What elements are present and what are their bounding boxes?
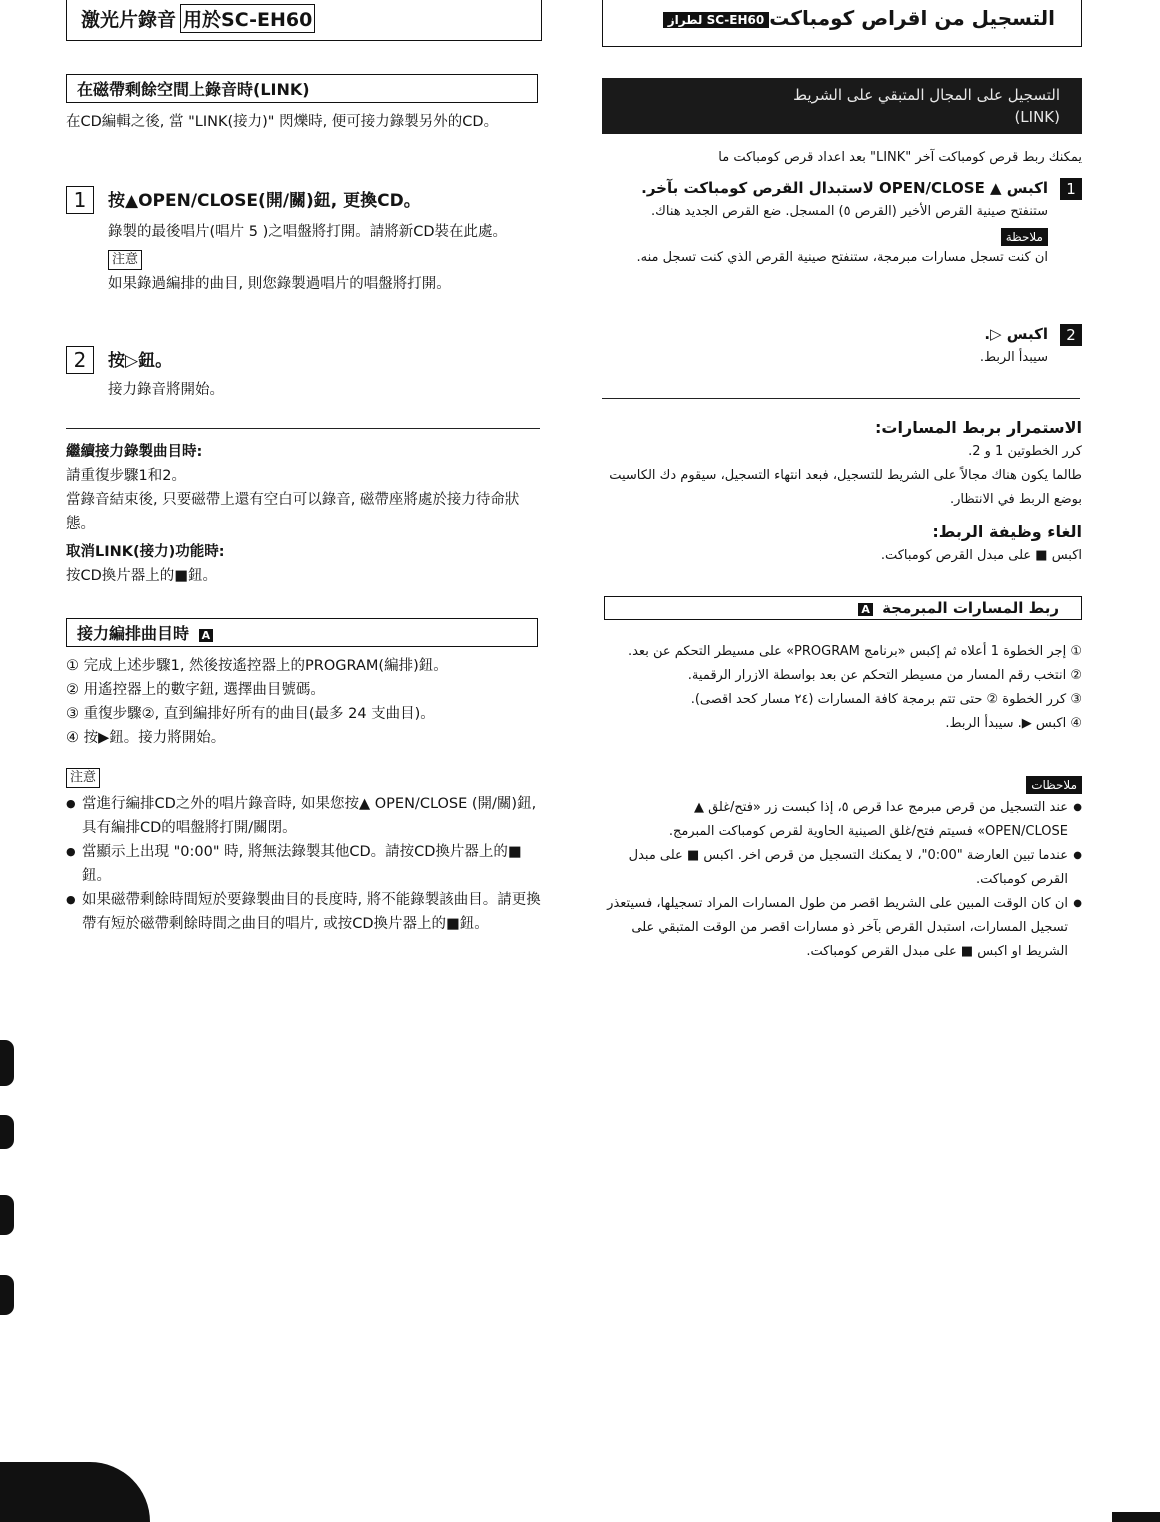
continue-title: الاستمرار بربط المسارات: — [875, 418, 1082, 437]
link-section-title: 在磁帶剩餘空間上錄音時(LINK) — [66, 74, 538, 103]
continue-title: 繼續接力錄製曲目時: — [66, 444, 203, 460]
link-intro: 在CD編輯之後, 當 "LINK(接力)" 閃爍時, 便可接力錄製另外的CD。 — [66, 114, 499, 130]
note-row — [108, 248, 542, 270]
link-section-banner — [602, 78, 1082, 134]
link-intro: يمكنك ربط قرص كومباكت آخر "LINK" بعد اعداد قرص كومباكت ما — [718, 150, 1082, 165]
note-item: ● عند التسجيل من قرص مبرمج عدا قرص ٥، إذا كبست زر «فتح/غلق ▲ OPEN/CLOSE» فسيتم فتح/غلق الصينية الحاوية لقرص كومباكت المبرمج. — [602, 796, 1082, 844]
model-badge: SC-EH60 لطراز — [663, 12, 770, 28]
program-step: ① إجر الخطوة 1 أعلاه ثم إكبس «برنامج PROGRAM» على مسيطر التحكم عن بعد. — [627, 644, 1082, 659]
banner-line-1: التسجيل على المجال المتبقي على الشريط — [793, 86, 1060, 104]
program-steps — [66, 654, 542, 750]
step-body: 錄製的最後唱片(唱片 5 )之唱盤將打開。請將新CD裝在此處。 — [108, 224, 508, 240]
program-step: ② 用遙控器上的數字鈕, 選擇曲目號碼。 — [66, 682, 325, 698]
note-item: ● 當進行編排CD之外的唱片錄音時, 如果您按▲ OPEN/CLOSE (開/關)鈕, 具有編排CD的唱盤將打開/關閉。 — [66, 792, 542, 840]
note-item: ● 如果磁帶剩餘時間短於要錄製曲目的長度時, 將不能錄製該曲目。請更換帶有短於磁帶剩餘時間之曲目的唱片, 或按CD換片器上的■鈕。 — [66, 888, 542, 936]
cancel-title: 取消LINK(接力)功能時: — [66, 544, 225, 560]
step-title: اكبس ▷. — [984, 325, 1048, 343]
note-label: ملاحظة — [1001, 228, 1048, 246]
step-note: ان كنت تسجل مسارات مبرمجة، ستنفتح صينية القرص الذي كنت تسجل منه. — [636, 250, 1048, 265]
program-step: ③ كرر الخطوة ② حتى تتم برمجة كافة المسارات (٢٤ مسار كحد اقصى). — [690, 692, 1082, 707]
step-title: 按▷鈕。 — [108, 351, 173, 371]
program-step: ④ 按▶鈕。接力將開始。 — [66, 730, 226, 746]
program-section-title: ربط المسارات المبرمجة A — [604, 596, 1082, 620]
step-number: 2 — [66, 346, 94, 374]
step-body: سيبدأ الربط. — [979, 350, 1048, 365]
program-step: ③ 重復步驟②, 直到編排好所有的曲目(最多 24 支曲目)。 — [66, 706, 435, 722]
binding-mark — [0, 1195, 14, 1235]
continue-block — [66, 440, 542, 588]
page-header-box — [66, 0, 542, 41]
binding-mark — [0, 1275, 14, 1315]
note-item: ● عندما تبين العارضة "0:00"، لا يمكنك التسجيل من قرص اخر. اكبس ■ على مبدل القرص كومباكت. — [602, 844, 1082, 892]
step-body: ستنفتح صينية القرص الأخير (القرص ٥) المسجل. ضع القرص الجديد هناك. — [651, 204, 1048, 219]
step-note: 如果錄過編排的曲目, 則您錄製過唱片的唱盤將打開。 — [108, 276, 451, 292]
step-1 — [602, 176, 1082, 270]
cancel-body: 按CD換片器上的■鈕。 — [66, 568, 217, 584]
continue-line-2: طالما يكون هناك مجالاً على الشريط للتسجيل، فبعد انتهاء التسجيل، سيقوم دك الكاسيت بوضع الربط في الانتظار. — [609, 468, 1082, 507]
note-row — [602, 226, 1048, 246]
model-label: 用於SC-EH60 — [180, 4, 315, 33]
notes-block — [602, 774, 1082, 964]
program-step: ② انتخب رقم المسار من مسيطر التحكم عن بعد بواسطة الازرار الرقمية. — [687, 668, 1082, 683]
step-number: 1 — [1060, 178, 1082, 200]
note-item: ● 當顯示上出現 "0:00" 時, 將無法錄製其他CD。請按CD換片器上的■鈕。 — [66, 840, 542, 888]
page-title: التسجيل من اقراص كومباكتSC-EH60 لطراز — [655, 6, 1055, 30]
banner-line-2: (LINK) — [1014, 108, 1060, 126]
note-label: 注意 — [108, 250, 142, 270]
continue-line-2: 當錄音結束後, 只要磁帶上還有空白可以錄音, 磁帶座將處於接力待命狀態。 — [66, 492, 520, 532]
step-2 — [66, 346, 542, 402]
program-step: ① 完成上述步驟1, 然後按遙控器上的PROGRAM(編排)鈕。 — [66, 658, 448, 674]
page-title: 激光片錄音 用於SC-EH60 — [81, 4, 315, 33]
step-2 — [602, 322, 1082, 370]
continue-block — [602, 416, 1082, 568]
notes-label: 注意 — [66, 768, 100, 788]
note-item: ● ان كان الوقت المبين على الشريط اقصر من طول المسارات المراد تسجيلها، فسيتعذر تسجيل المسارات، استبدل القرص بآخر ذو مسارات اقصر من الوقت المتبقي على الشريط او اكبس ■ على مبدل القرص كومباكت. — [602, 892, 1082, 964]
step-number: 2 — [1060, 324, 1082, 346]
program-steps — [602, 640, 1082, 736]
divider — [66, 428, 540, 429]
divider — [602, 398, 1080, 399]
notes-block — [66, 766, 542, 936]
page-header-box — [602, 0, 1082, 47]
cancel-title: الغاء وظيفة الربط: — [932, 522, 1082, 541]
scan-shadow — [0, 1462, 150, 1522]
figure-a-icon: A — [199, 629, 214, 642]
binding-mark — [0, 1040, 14, 1086]
program-section-title: 接力編排曲目時 A — [66, 618, 538, 647]
scan-shadow — [1112, 1512, 1160, 1522]
binding-mark — [0, 1115, 14, 1149]
step-title: 按▲OPEN/CLOSE(開/關)鈕, 更換CD。 — [108, 191, 421, 211]
program-step: ④ اكبس ▶. سيبدأ الربط. — [945, 716, 1082, 731]
step-title: اكبس ▲ OPEN/CLOSE لاستبدال القرص كومباكت بآخر. — [641, 179, 1048, 197]
step-body: 接力錄音將開始。 — [108, 382, 224, 398]
continue-line-1: كرر الخطوتين 1 و 2. — [968, 444, 1082, 459]
notes-label: ملاحظات — [1026, 776, 1082, 794]
continue-line-1: 請重復步驟1和2。 — [66, 468, 186, 484]
step-number: 1 — [66, 186, 94, 214]
step-1 — [66, 186, 542, 296]
figure-a-icon: A — [858, 603, 873, 616]
cancel-body: اكبس ■ على مبدل القرص كومباكت. — [880, 548, 1082, 563]
